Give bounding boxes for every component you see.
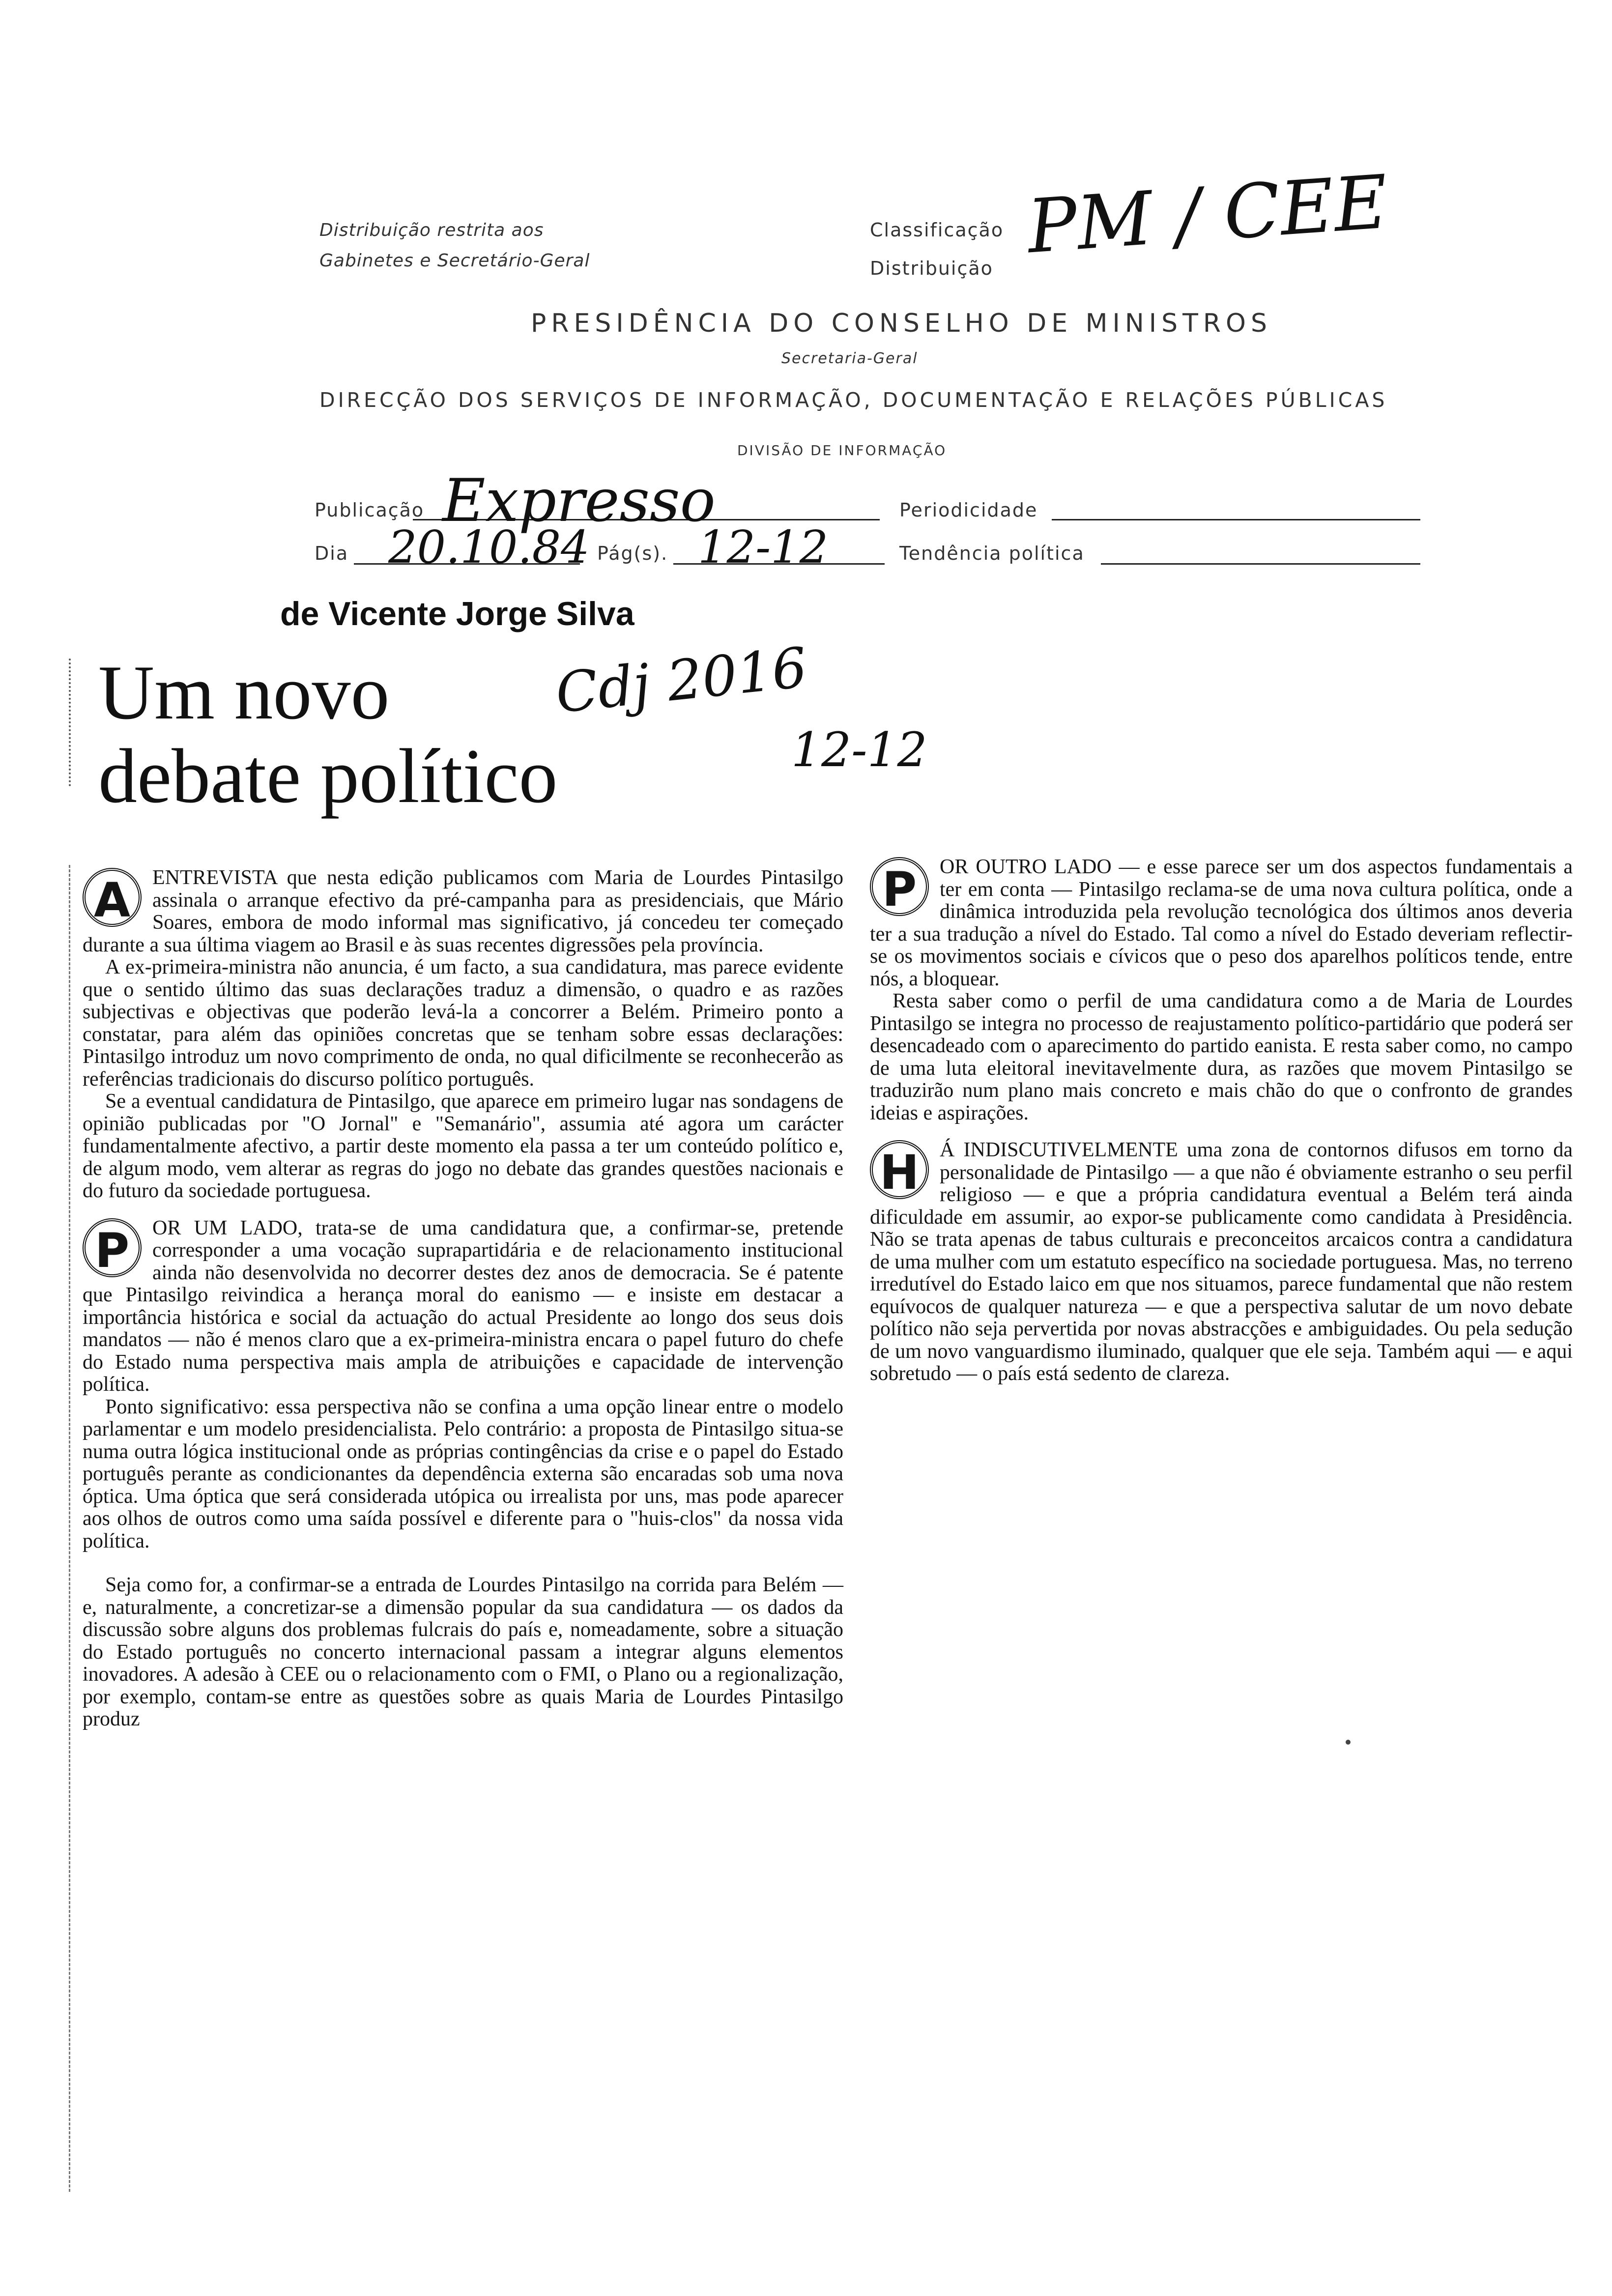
article-paragraph <box>870 1139 1573 1385</box>
paragraph-text: Ponto significativo: essa perspectiva não se confina a uma opção linear entre o modelo parlamentar e um modelo presidencialista. Pelo contrário: a proposta de Pintasilgo situa-se numa outra lógica institucional onde as próprias contingências da crise e o papel do Estado português perante as condicionantes da dependência externa são encaradas sob uma nova óptica. Uma óptica que será considerada utópica ou irrealista por uns, mas pode aparecer aos olhos de outros como uma saída possível e diferente para o "huis-clos" da nossa vida política. <box>83 1395 843 1552</box>
division-name: DIVISÃO DE INFORMAÇÃO <box>737 442 947 459</box>
pages-handwritten: 12-12 <box>698 521 829 574</box>
pages-label: Pág(s). <box>597 543 668 564</box>
page-speck <box>1346 1740 1351 1745</box>
article-title-line2: debate político <box>98 733 558 819</box>
publication-label: Publicação <box>315 499 425 521</box>
agency-name: PRESIDÊNCIA DO CONSELHO DE MINISTROS <box>531 309 1272 338</box>
periodicity-field <box>1052 519 1420 520</box>
paragraph-text: ENTREVISTA que nesta edição publicamos com Maria de Lourdes Pintasilgo assinala o arranque efectivo da pré-campanha para as presidenciais, que Mário Soares, embora de modo informal mas significativo, já concedeu ter começado durante a sua última viagem ao Brasil e às suas recentes digressões pela província. <box>83 866 843 956</box>
title-annotation-1: Cdj 2016 <box>552 635 810 726</box>
paragraph-text: Seja como for, a confirmar-se a entrada de Lourdes Pintasilgo na corrida para Belém — e, naturalmente, a concretizar-se a dimensão popular da sua candidatura — os dados da discussão sobre alguns dos problemas fulcrais do país e, nomeadamente, sobre a situação do Estado português no concerto internacional passam a integrar alguns elementos inovadores. A adesão à CEE ou o relacionamento com o FMI, o Plano ou a regionalização, por exemplo, contam-se entre as questões sobre as quais Maria de Lourdes Pintasilgo produz <box>83 1574 843 1730</box>
article-paragraph <box>83 867 843 956</box>
drop-cap-initial: P <box>870 857 929 916</box>
drop-cap-initial: H <box>870 1140 929 1199</box>
article-column-right <box>870 856 1573 1385</box>
distribution-label: Distribuição <box>870 258 993 279</box>
publication-handwritten: Expresso <box>442 467 716 535</box>
drop-cap-initial: P <box>83 1218 142 1277</box>
paragraph-text: Á INDISCUTIVELMENTE uma zona de contornos difusos em torno da personalidade de Pintasilgo — a que não é obviamente estranho o seu perfil religioso — e que a própria candidatura eventual a Belém terá ainda dificuldade em assumir, ao expor-se publicamente como candidata à Presidência. Não se trata apenas de tabus culturais e preconceitos arcaicos contra a candidatura de uma mulher com um estatuto específico na sociedade portuguesa. Mas, no terreno irredutível do Estado laico em que nos situamos, parece fundamental que não restem equívocos de qualquer natureza — e que a perspectiva salutar de um novo debate político não seja pervertida por novas abstracções e ambiguidades. Ou pela sedução de um novo vanguardismo iluminado, qualquer que ele seja. Também aqui — e aqui sobretudo — o país está sedento de clareza. <box>870 1139 1573 1385</box>
clipping-left-edge <box>69 659 71 786</box>
drop-cap-initial: A <box>83 868 142 927</box>
paragraph-text: Resta saber como o perfil de uma candidatura como a de Maria de Lourdes Pintasilgo se integra no processo de reajustamento político-partidário que poderá ser desencadeado com o aparecimento do partido eanista. E resta saber como, no campo de uma luta eleitoral inevitavelmente dura, as razões que movem Pintasilgo se traduzirão num plano mais concreto e mais chão do que o confronto de grandes ideias e aspirações. <box>870 990 1573 1124</box>
byline: de Vicente Jorge Silva <box>280 595 634 632</box>
article-paragraph <box>83 1217 843 1396</box>
distribution-note-line2: Gabinetes e Secretário-Geral <box>319 251 590 271</box>
article-paragraph <box>83 1091 843 1203</box>
tendency-label: Tendência política <box>899 543 1085 564</box>
paragraph-text: OR UM LADO, trata-se de uma candidatura que, a confirmar-se, pretende corresponder a uma vocação suprapartidária e de relacionamento institucional ainda não desenvolvida no decorrer destes dez anos de democracia. Se é patente que Pintasilgo reivindica a herança moral do eanismo — e insiste em destacar a importância histórica e social da actuação do actual Presidente ao longo dos seus dois mandatos — não é menos claro que a ex-primeira-ministra encara o papel futuro do chefe do Estado numa perspectiva mais ampla de atribuições e capacidade de intervenção política. <box>83 1216 843 1396</box>
classification-label: Classificação <box>870 219 1004 241</box>
classification-handwritten: PM / CEE <box>1024 159 1391 270</box>
article-column-left <box>83 867 843 1731</box>
paragraph-text: Se a eventual candidatura de Pintasilgo, que aparece em primeiro lugar nas sondagens de opinião publicadas por "O Jornal" e "Semanário", assumia até agora um carácter fundamentalmente afectivo, a partir deste momento ela passa a ter um conteúdo político e, de algum modo, vem alterar as regras do jogo no debate das grandes questões nacionais e do futuro da sociedade portuguesa. <box>83 1090 843 1202</box>
distribution-note-line1: Distribuição restrita aos <box>319 220 544 240</box>
paragraph-spacer <box>83 1552 843 1574</box>
article-paragraph <box>870 856 1573 990</box>
day-handwritten: 20.10.84 <box>388 521 590 574</box>
tendency-field <box>1101 563 1420 565</box>
article-title-line1: Um novo <box>98 650 390 736</box>
title-annotation-2: 12-12 <box>791 722 927 777</box>
column-rule <box>69 865 70 2192</box>
article-paragraph <box>83 1574 843 1731</box>
paragraph-text: A ex-primeira-ministra não anuncia, é um facto, a sua candidatura, mas parece evidente que o sentido último das suas declarações traduz a dimensão, o quadro e as razões subjectivas e objectivas que poderão levá-la a concorrer a Belém. Primeiro ponto a constatar, para além das opiniões concretas que se tenham sobre essas declarações: Pintasilgo introduz um novo comprimento de onda, no qual dificilmente se reconhecerão as referências tradicionais do discurso político português. <box>83 956 843 1091</box>
article-paragraph <box>83 956 843 1091</box>
directorate-name: DIRECÇÃO DOS SERVIÇOS DE INFORMAÇÃO, DOCUMENTAÇÃO E RELAÇÕES PÚBLICAS <box>319 388 1388 412</box>
day-label: Dia <box>315 543 349 564</box>
secretariat-name: Secretaria-Geral <box>781 350 918 367</box>
periodicity-label: Periodicidade <box>899 499 1038 521</box>
article-paragraph <box>83 1396 843 1553</box>
article-paragraph <box>870 990 1573 1124</box>
paragraph-text: OR OUTRO LADO — e esse parece ser um dos aspectos fundamentais a ter em conta — Pintasilgo reclama-se de uma nova cultura política, onde a dinâmica introduzida pela revolução tecnológica dos últimos anos deveria ter a sua tradução a nível do Estado. Tal como a nível do Estado deveriam reflectir-se os movimentos sociais e cívicos que o peso dos aparelhos políticos tende, entre nós, a bloquear. <box>870 856 1573 990</box>
